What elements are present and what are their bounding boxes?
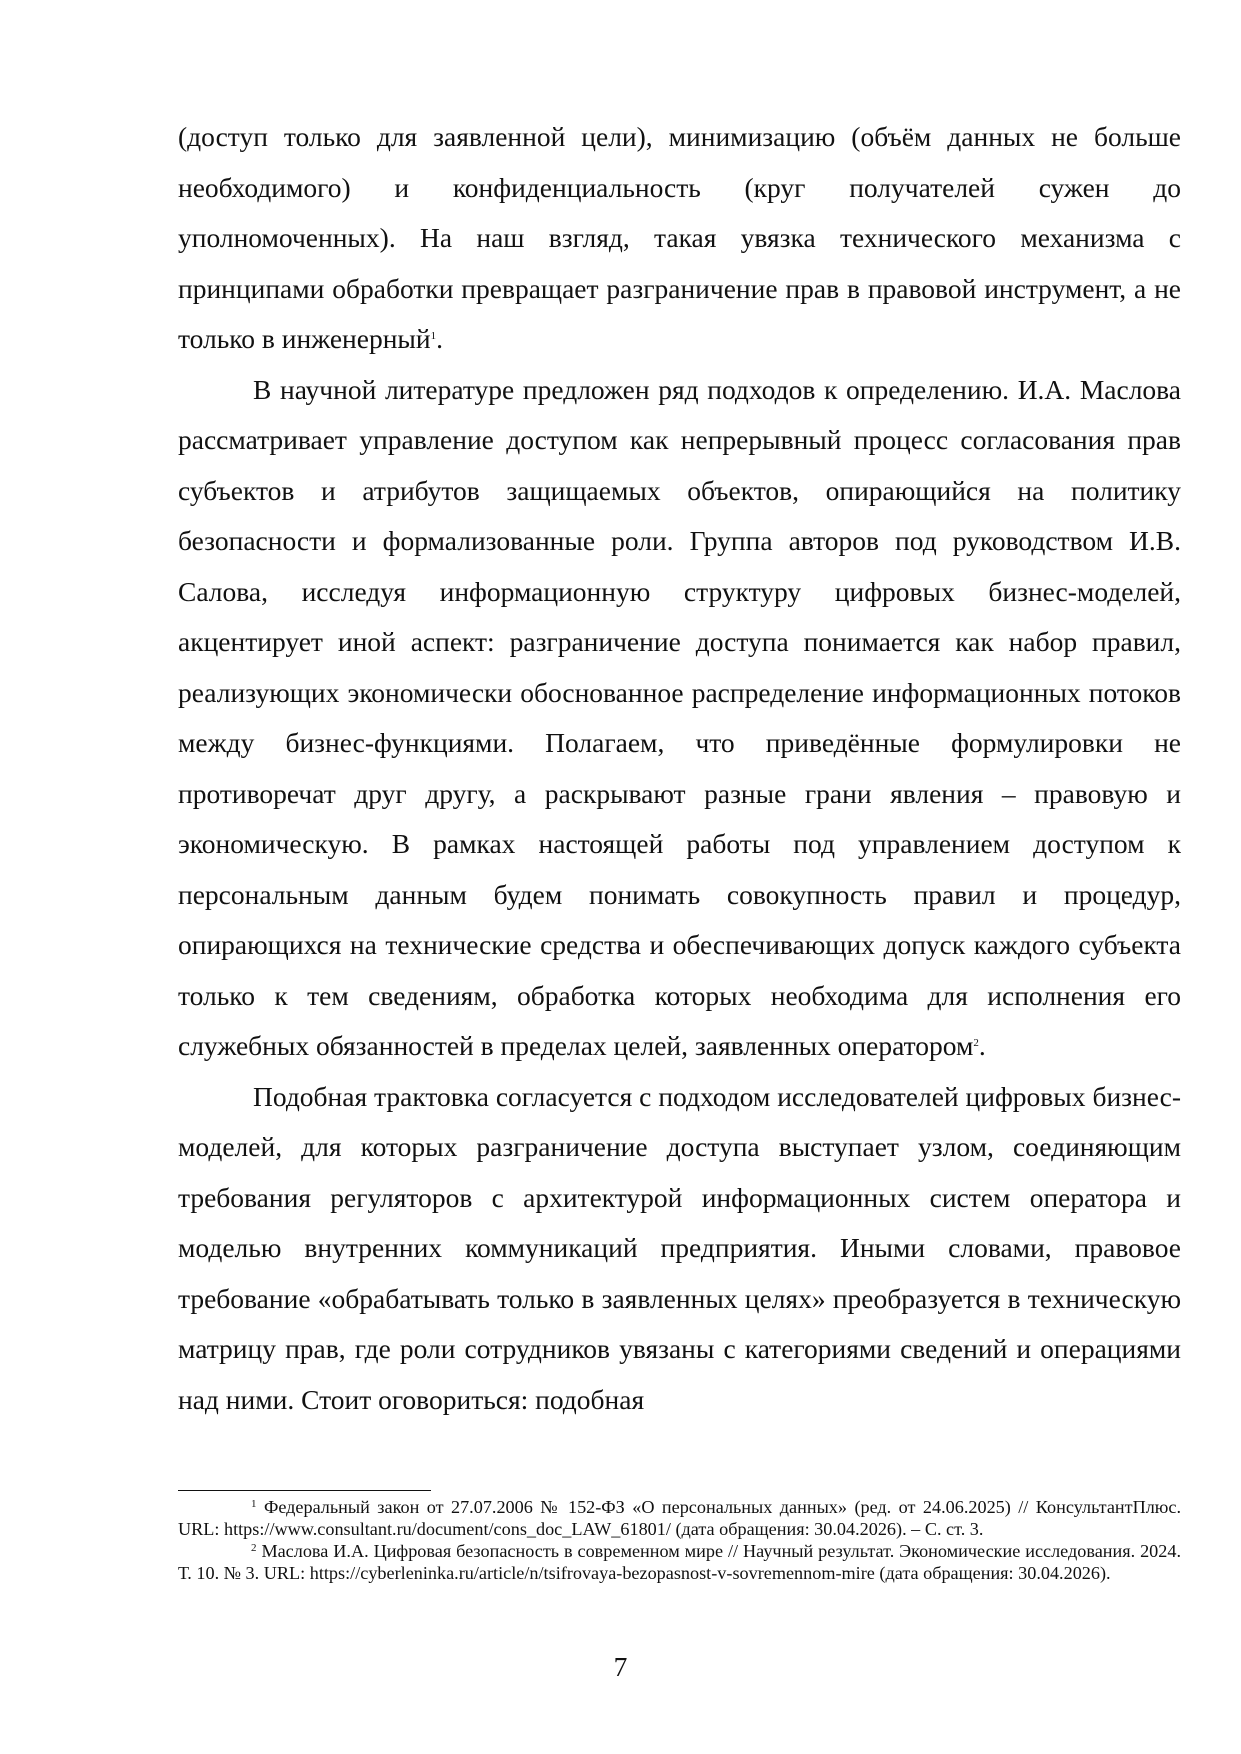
footnote-1-text: Федеральный закон от 27.07.2006 № 152-ФЗ «О персональных данных» (ред. от 24.06.2025) // КонсультантПлюс. URL: https://www.consultant.ru/document/cons_doc_LAW_61801/ (дата обращения: 30.04.2026). – С. ст. 3.: [178, 1497, 1182, 1539]
footnote-separator: [178, 1490, 431, 1491]
body-text: [178, 112, 1181, 1425]
paragraph-1: [178, 112, 1181, 365]
paragraph-1-text: (доступ только для заявленной цели), минимизацию (объём данных не больше необходимого) и конфиденциальность (круг получателей сужен до уполномоченных). На наш взгляд, такая увязка технического механизма с принципами обработки превращает разграничение прав в правовой инструмент, а не только в инженерный: [178, 121, 1181, 354]
footnote-1: [178, 1496, 1181, 1540]
paragraph-2-text: В научной литературе предложен ряд подходов к определению. И.А. Маслова рассматривает управление доступом как непрерывный процесс согласования прав субъектов и атрибутов защищаемых объектов, опирающийся на политику безопасности и формализованные роли. Группа авторов под руководством И.В. Салова, исследуя информационную структуру цифровых бизнес-моделей, акцентирует иной аспект: разграничение доступа понимается как набор правил, реализующих экономически обоснованное распределение информационных потоков между бизнес-функциями. Полагаем, что приведённые формулировки не противоречат друг другу, а раскрывают разные грани явления – правовую и экономическую. В рамках настоящей работы под управлением доступом к персональным данным будем понимать совокупность правил и процедур, опирающихся на технические средства и обеспечивающих допуск каждого субъекта только к тем сведениям, обработка которых необходима для исполнения его служебных обязанностей в пределах целей, заявленных оператором: [178, 373, 1181, 1061]
paragraph-1-tail: .: [436, 323, 443, 354]
footnote-reference-1[interactable]: 1: [430, 330, 437, 342]
footnote-2-text: Маслова И.А. Цифровая безопасность в современном мире // Научный результат. Экономические исследования. 2024. Т. 10. № 3. URL: https://cyberleninka.ru/article/n/tsifrovaya-bezopasnost-v-sovremennom-mire (дата обращения: 30.04.2026).: [178, 1541, 1182, 1583]
paragraph-2-tail: .: [978, 1030, 986, 1061]
paragraph-3: [178, 1072, 1181, 1426]
footnotes: [178, 1496, 1181, 1584]
paragraph-2: [178, 365, 1181, 1072]
page-number: 7: [613, 1651, 628, 1682]
paragraph-3-text: Подобная трактовка согласуется с подходом исследователей цифровых бизнес-моделей, для которых разграничение доступа выступает узлом, соединяющим требования регуляторов с архитектурой информационных систем оператора и моделью внутренних коммуникаций предприятия. Иными словами, правовое требование «обрабатывать только в заявленных целях» преобразуется в техническую матрицу прав, где роли сотрудников увязаны с категориями сведений и операциями над ними. Стоит оговориться: подобная: [178, 1080, 1181, 1415]
footnote-2: [178, 1540, 1181, 1584]
footnote-2-number: 2: [251, 1542, 257, 1554]
footnote-reference-2[interactable]: 2: [973, 1037, 979, 1049]
footnote-1-number: 1: [251, 1498, 257, 1510]
